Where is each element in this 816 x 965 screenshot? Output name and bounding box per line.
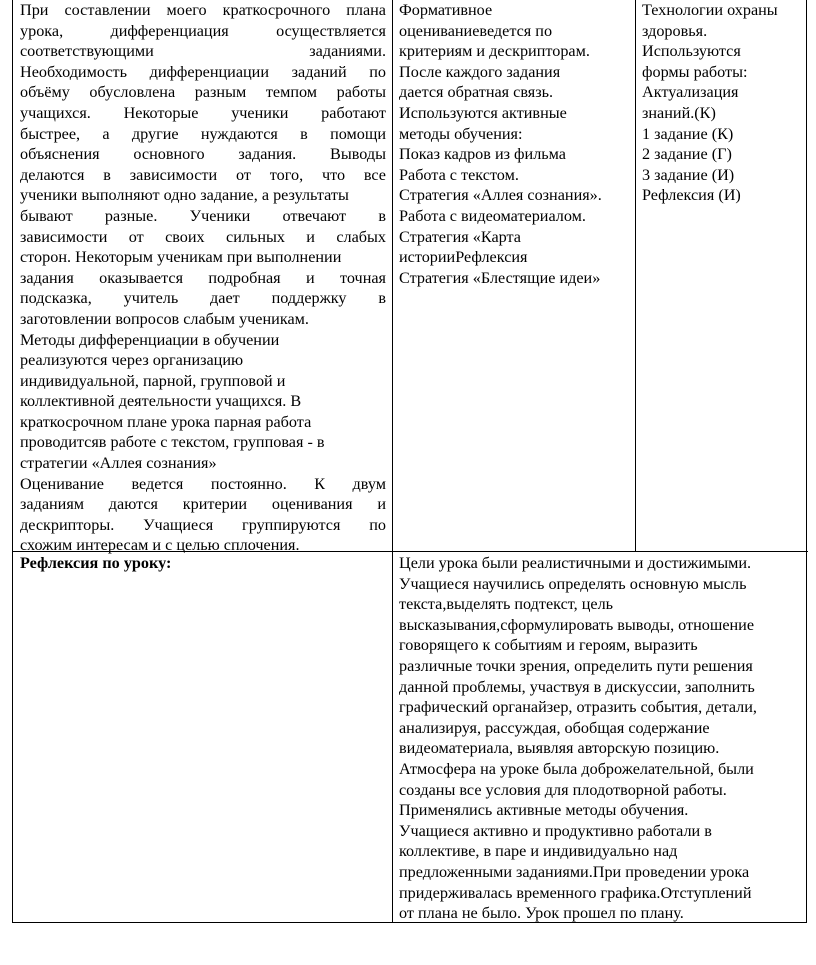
differentiation-text-line: проводитсяв работе с текстом, групповая - в [20, 433, 325, 452]
assessment-text-line: Формативное [399, 1, 493, 19]
differentiation-text-line: задания оказывается подробная и точная [20, 268, 386, 287]
reflection-text-line: предложенными заданиями.При проведении урока [399, 862, 750, 881]
reflection-text-line: высказывания,сформулировать выводы, отношение [399, 615, 755, 634]
reflection-text-line: графический органайзер, отразить события, детали, [399, 698, 757, 717]
health-tech-text-line: Рефлексия (И) [642, 186, 741, 205]
differentiation-text-line: реализуются через организацию [20, 351, 244, 370]
differentiation-text-line: учащихся. Некоторые ученики работают [20, 103, 386, 122]
col-divider-1 [392, 0, 393, 551]
differentiation-cell [20, 0, 386, 556]
reflection-text-line: Цели урока были реалистичными и достижимыми. [399, 554, 752, 572]
health-tech-text-line: 2 задание (Г) [642, 145, 732, 164]
reflection-label: Рефлексия по уроку: [20, 554, 172, 572]
assessment-text-line: Стратегия «Блестящие идеи» [399, 268, 601, 287]
differentiation-text-line: объяснения основного задания. Выводы [20, 145, 386, 164]
differentiation-text-line: Необходимость дифференциации заданий по [20, 62, 386, 81]
health-tech-text-line: 1 задание (К) [642, 124, 734, 143]
assessment-text-line: Работа с видеоматериалом. [399, 206, 586, 225]
assessment-text-line: Показ кадров из фильма [399, 145, 566, 164]
reflection-text-line: созданы все условия для плодотворной работы. [399, 780, 727, 799]
differentiation-text-line: заготовлении вопросов слабым ученикам. [20, 309, 309, 328]
assessment-text-line: Работа с текстом. [399, 165, 519, 184]
row2-divider [392, 552, 393, 923]
differentiation-text-line: делаются в зависимости от того, что все [20, 165, 386, 184]
assessment-text-line: методы обучения: [399, 124, 523, 143]
assessment-text-line: После каждого задания [399, 62, 561, 81]
differentiation-text-line: бывают разные. Ученики отвечают в [20, 206, 386, 225]
reflection-label-cell [20, 553, 386, 574]
health-tech-text-line: знаний.(К) [642, 103, 716, 122]
health-tech-text-line: Технологии охраны [642, 1, 778, 19]
reflection-text-line: различные точки зрения, определить пути решения [399, 656, 753, 675]
assessment-text-line: Стратегия «Карта [399, 227, 521, 246]
assessment-cell [399, 0, 633, 288]
differentiation-text-line: индивидуальной, парной, групповой и [20, 371, 286, 390]
differentiation-text-line: заданиям даются критерии оценивания и [20, 495, 386, 514]
lesson-table [12, 0, 807, 923]
differentiation-text-line: краткосрочном плане урока парная работа [20, 412, 312, 431]
health-tech-cell [642, 0, 802, 206]
differentiation-text-line: Оценивание ведется постоянно. К двум [20, 474, 386, 493]
differentiation-text-line: дескрипторы. Учащиеся группируются по [20, 515, 386, 534]
health-tech-text-line: формы работы: [642, 62, 748, 81]
health-tech-text-line: 3 задание (И) [642, 165, 735, 184]
reflection-text-line: данной проблемы, участвуя в дискуссии, заполнить [399, 677, 755, 696]
differentiation-text-line: стратегии «Аллея сознания» [20, 454, 217, 473]
differentiation-text-line: При составлении моего краткосрочного плана [20, 1, 386, 19]
reflection-text-line: Учащиеся научились определять основную мысль [399, 574, 747, 593]
reflection-text-cell [399, 553, 804, 924]
reflection-text-line: от плана не было. Урок прошел по плану. [399, 904, 684, 923]
assessment-text-line: историиРефлексия [399, 248, 528, 267]
reflection-text-line: говорящего к событиям и героям, выразить [399, 636, 698, 655]
differentiation-text-line: ученики выполняют одно задание, а результаты [20, 186, 349, 205]
health-tech-text-line: Используются [642, 42, 741, 61]
assessment-text-line: оцениваниеведется по [399, 21, 553, 40]
differentiation-text-line: коллективной деятельности учащихся. В [20, 392, 302, 411]
assessment-text-line: дается обратная связь. [399, 83, 554, 102]
differentiation-text-line: подсказка, учитель дает поддержку в [20, 289, 386, 308]
assessment-text-line: Стратегия «Аллея сознания». [399, 186, 602, 205]
differentiation-text-line: быстрее, а другие нуждаются в помощи [20, 124, 386, 143]
reflection-text-line: Применялись активные методы обучения. [399, 801, 689, 820]
differentiation-text-line: зависимости от своих сильных и слабых [20, 227, 386, 246]
reflection-text-line: коллективе, в паре и индивидуально над [399, 842, 678, 861]
reflection-text-line: Учащиеся активно и продуктивно работали в [399, 821, 712, 840]
reflection-text-line: текста,выделять подтекст, цель [399, 595, 614, 614]
reflection-text-line: Атмосфера на уроке была доброжелательной, были [399, 759, 754, 778]
differentiation-text-line: урока, дифференциация осуществляется [20, 21, 386, 40]
differentiation-text-line: сторон. Некоторым ученикам при выполнении [20, 248, 342, 267]
differentiation-text-line: объёму обусловлена разным темпом работы [20, 83, 386, 102]
assessment-text-line: критериям и дескрипторам. [399, 42, 590, 61]
differentiation-text-line: схожим интересам и с целью сплочения. [20, 536, 300, 555]
reflection-text-line: придерживалась временного графика.Отступлений [399, 883, 752, 902]
assessment-text-line: Используются активные [399, 103, 567, 122]
reflection-text-line: анализируя, рассуждая, обобщая содержание [399, 718, 710, 737]
health-tech-text-line: Актуализация [642, 83, 739, 102]
col-divider-2 [635, 0, 636, 551]
reflection-text-line: видеоматериала, выявляя авторскую позицию. [399, 739, 720, 758]
differentiation-text-line: соответствующими заданиями. [20, 42, 386, 61]
health-tech-text-line: здоровья. [642, 21, 708, 40]
differentiation-text-line: Методы дифференциации в обучении [20, 330, 280, 349]
